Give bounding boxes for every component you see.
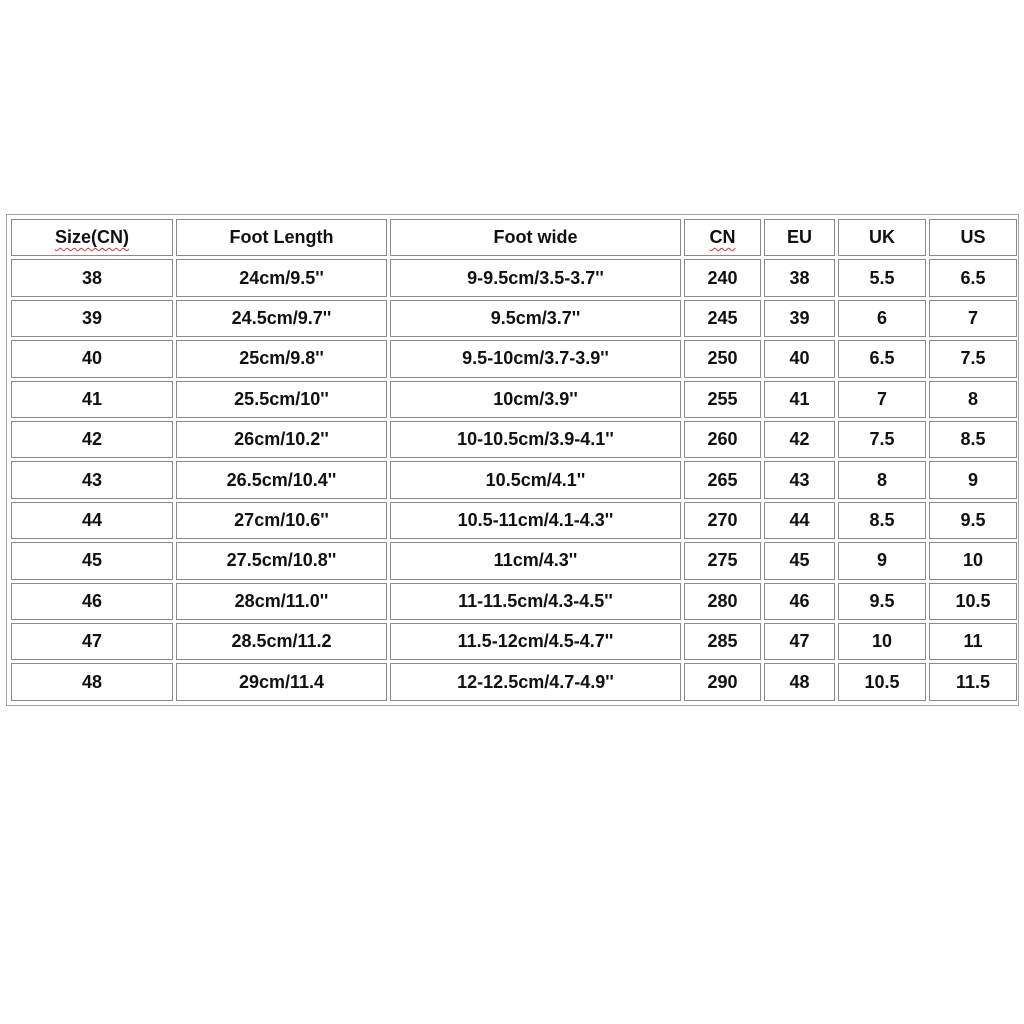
cell-uk: 9 — [838, 542, 926, 579]
cell-uk: 9.5 — [838, 583, 926, 620]
size-chart-table — [8, 216, 1020, 704]
cell-foot-length: 24cm/9.5'' — [176, 259, 387, 296]
cell-eu: 48 — [764, 663, 835, 701]
cell-us: 9.5 — [929, 502, 1017, 539]
cell-foot-wide: 10.5-11cm/4.1-4.3'' — [390, 502, 681, 539]
cell-cn: 280 — [684, 583, 761, 620]
cell-foot-length: 28.5cm/11.2 — [176, 623, 387, 660]
cell-foot-wide: 11cm/4.3'' — [390, 542, 681, 579]
cell-uk: 6 — [838, 300, 926, 337]
cell-us: 6.5 — [929, 259, 1017, 296]
table-row — [11, 300, 1017, 337]
header-label: Size(CN) — [54, 227, 129, 248]
cell-cn: 275 — [684, 542, 761, 579]
cell-cn: 250 — [684, 340, 761, 377]
cell-uk: 8 — [838, 461, 926, 498]
cell-foot-length: 29cm/11.4 — [176, 663, 387, 701]
cell-eu: 42 — [764, 421, 835, 458]
cell-eu: 39 — [764, 300, 835, 337]
cell-us: 10 — [929, 542, 1017, 579]
cell-foot-length: 25cm/9.8'' — [176, 340, 387, 377]
cell-size-cn: 46 — [11, 583, 173, 620]
cell-eu: 46 — [764, 583, 835, 620]
cell-foot-wide: 11-11.5cm/4.3-4.5'' — [390, 583, 681, 620]
cell-cn: 240 — [684, 259, 761, 296]
cell-foot-wide: 10-10.5cm/3.9-4.1'' — [390, 421, 681, 458]
header-size-cn — [11, 219, 173, 256]
cell-eu: 40 — [764, 340, 835, 377]
table-row — [11, 623, 1017, 660]
table-row — [11, 542, 1017, 579]
header-foot-wide: Foot wide — [390, 219, 681, 256]
table-row — [11, 381, 1017, 418]
cell-foot-length: 27cm/10.6'' — [176, 502, 387, 539]
cell-foot-wide: 11.5-12cm/4.5-4.7'' — [390, 623, 681, 660]
cell-foot-wide: 12-12.5cm/4.7-4.9'' — [390, 663, 681, 701]
cell-foot-length: 28cm/11.0'' — [176, 583, 387, 620]
header-cn — [684, 219, 761, 256]
header-eu: EU — [764, 219, 835, 256]
cell-uk: 7 — [838, 381, 926, 418]
cell-uk: 5.5 — [838, 259, 926, 296]
cell-cn: 265 — [684, 461, 761, 498]
table-row — [11, 340, 1017, 377]
cell-us: 11.5 — [929, 663, 1017, 701]
cell-us: 7.5 — [929, 340, 1017, 377]
header-row — [11, 219, 1017, 256]
cell-eu: 41 — [764, 381, 835, 418]
cell-size-cn: 40 — [11, 340, 173, 377]
cell-eu: 43 — [764, 461, 835, 498]
cell-us: 10.5 — [929, 583, 1017, 620]
cell-cn: 255 — [684, 381, 761, 418]
cell-uk: 10.5 — [838, 663, 926, 701]
cell-foot-wide: 9.5cm/3.7'' — [390, 300, 681, 337]
cell-size-cn: 38 — [11, 259, 173, 296]
header-uk: UK — [838, 219, 926, 256]
size-chart-frame — [6, 214, 1019, 706]
header-us: US — [929, 219, 1017, 256]
cell-us: 8.5 — [929, 421, 1017, 458]
table-row — [11, 421, 1017, 458]
cell-size-cn: 44 — [11, 502, 173, 539]
cell-us: 11 — [929, 623, 1017, 660]
cell-size-cn: 48 — [11, 663, 173, 701]
cell-size-cn: 43 — [11, 461, 173, 498]
cell-foot-length: 24.5cm/9.7'' — [176, 300, 387, 337]
cell-foot-length: 26cm/10.2'' — [176, 421, 387, 458]
table-row — [11, 663, 1017, 701]
cell-eu: 47 — [764, 623, 835, 660]
cell-uk: 7.5 — [838, 421, 926, 458]
cell-cn: 285 — [684, 623, 761, 660]
cell-foot-wide: 10cm/3.9'' — [390, 381, 681, 418]
cell-uk: 6.5 — [838, 340, 926, 377]
cell-us: 8 — [929, 381, 1017, 418]
cell-foot-wide: 9-9.5cm/3.5-3.7'' — [390, 259, 681, 296]
table-row — [11, 502, 1017, 539]
cell-uk: 8.5 — [838, 502, 926, 539]
header-foot-length: Foot Length — [176, 219, 387, 256]
table-row — [11, 583, 1017, 620]
cell-cn: 290 — [684, 663, 761, 701]
cell-foot-wide: 9.5-10cm/3.7-3.9'' — [390, 340, 681, 377]
cell-cn: 260 — [684, 421, 761, 458]
cell-us: 7 — [929, 300, 1017, 337]
cell-cn: 270 — [684, 502, 761, 539]
table-row — [11, 461, 1017, 498]
cell-eu: 38 — [764, 259, 835, 296]
header-label: CN — [709, 227, 736, 248]
cell-size-cn: 45 — [11, 542, 173, 579]
cell-foot-length: 25.5cm/10'' — [176, 381, 387, 418]
cell-size-cn: 47 — [11, 623, 173, 660]
cell-size-cn: 39 — [11, 300, 173, 337]
cell-eu: 44 — [764, 502, 835, 539]
cell-uk: 10 — [838, 623, 926, 660]
cell-foot-length: 27.5cm/10.8'' — [176, 542, 387, 579]
cell-cn: 245 — [684, 300, 761, 337]
cell-foot-length: 26.5cm/10.4'' — [176, 461, 387, 498]
cell-eu: 45 — [764, 542, 835, 579]
cell-size-cn: 42 — [11, 421, 173, 458]
cell-size-cn: 41 — [11, 381, 173, 418]
cell-foot-wide: 10.5cm/4.1'' — [390, 461, 681, 498]
cell-us: 9 — [929, 461, 1017, 498]
table-row — [11, 259, 1017, 296]
